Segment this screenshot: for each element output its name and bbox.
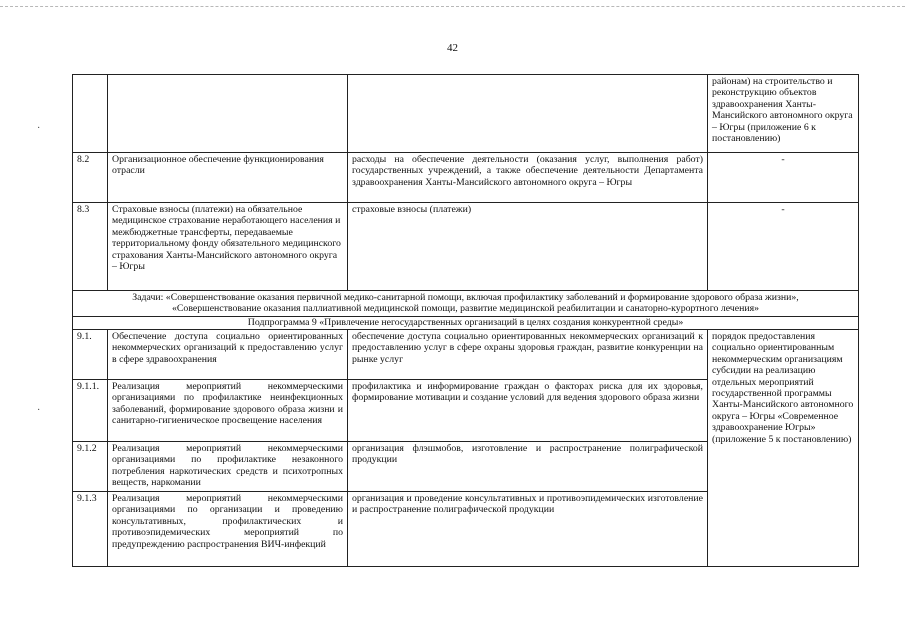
row-col4: -: [708, 153, 859, 203]
row-description: организация и проведение консультативных и противоэпидемических изготовление и распространение полиграфической продукции: [348, 492, 708, 567]
row-name: Реализация мероприятий некоммерческими организациями по организации и проведению консультативных, профилактических и противоэпидемических мероприятий по предупреждению распространения ВИЧ-инфекций: [108, 492, 348, 567]
cell-num: [73, 75, 108, 153]
row-col4-merged: порядок предоставления социально ориентированным некоммерческим организациям субсидии на реализацию отдельных мероприятий государственной программы Ханты-Мансийского автономного округа – Югры «Современное здравоохранение Югры» (приложение 5 к постановлению): [708, 330, 859, 567]
tasks-row: [73, 291, 859, 317]
row-description: страховые взносы (платежи): [348, 203, 708, 291]
row-number: 8.3: [73, 203, 108, 291]
scan-edge-line: [0, 6, 905, 7]
row-name: Страховые взносы (платежи) на обязательное медицинское страхование неработающего населения и межбюджетные трансферты, передаваемые территориальному фонду обязательного медицинского страхования Ханты-Мансийского автономного округа – Югры: [108, 203, 348, 291]
tasks-line-1: Задачи: «Совершенствование оказания первичной медико-санитарной помощи, включая профилактику заболеваний и формирование здорового образа жизни»,: [132, 292, 799, 303]
row-number: 9.1.2: [73, 442, 108, 492]
subprogram-row: [73, 317, 859, 330]
table-row-8-2: [73, 153, 859, 203]
table-row-9-1: [73, 330, 859, 380]
scan-speck: ·: [37, 405, 41, 416]
row-col4: -: [708, 203, 859, 291]
row-number: 9.1.: [73, 330, 108, 380]
scan-speck: ·: [37, 123, 41, 134]
row-description: профилактика и информирование граждан о факторах риска для их здоровья, формирование мотивации и создание условий для ведения здорового образа жизни: [348, 380, 708, 442]
row-name: Реализация мероприятий некоммерческими организациями по профилактике незаконного потребления наркотических средств и психотропных веществ, наркомании: [108, 442, 348, 492]
row-name: Организационное обеспечение функционирования отрасли: [108, 153, 348, 203]
row-number: 9.1.1.: [73, 380, 108, 442]
row-description: организация флэшмобов, изготовление и распространение полиграфической продукции: [348, 442, 708, 492]
subprogram-title: Подпрограмма 9 «Привлечение негосударственных организаций в целях создания конкурентной среды»: [73, 317, 859, 330]
table-row-8-3: [73, 203, 859, 291]
tasks-line-2: «Совершенствование оказания паллиативной медицинской помощи, развитие медицинской реабилитации и санаторно-курортного лечения»: [172, 303, 759, 315]
table-row-continued: [73, 75, 859, 153]
row-number: 8.2: [73, 153, 108, 203]
row-name: Реализация мероприятий некоммерческими организациями по профилактике неинфекционных заболеваний, формирование здорового образа жизни и санитарно-гигиеническое просвещение населения: [108, 380, 348, 442]
tasks-cell: [73, 291, 859, 317]
program-table: [72, 74, 859, 567]
cell-name: [108, 75, 348, 153]
page-number: 42: [447, 42, 458, 54]
cell-desc: [348, 75, 708, 153]
row-name: Обеспечение доступа социально ориентированных некоммерческих организаций к предоставлению услуг в сфере здравоохранения: [108, 330, 348, 380]
row-number: 9.1.3: [73, 492, 108, 567]
row-description: обеспечение доступа социально ориентированных некоммерческих организаций к предоставлению услуг в сфере охраны здоровья граждан, развитие конкуренции на рынке услуг: [348, 330, 708, 380]
cell-col4: районам) на строительство и реконструкцию объектов здравоохранения Ханты-Мансийского автономного округа – Югры (приложение 6 к постановлению): [708, 75, 859, 153]
row-description: расходы на обеспечение деятельности (оказания услуг, выполнения работ) государственных учреждений, а также обеспечение деятельности Департамента здравоохранения Ханты-Мансийского автономного округа – Югры: [348, 153, 708, 203]
